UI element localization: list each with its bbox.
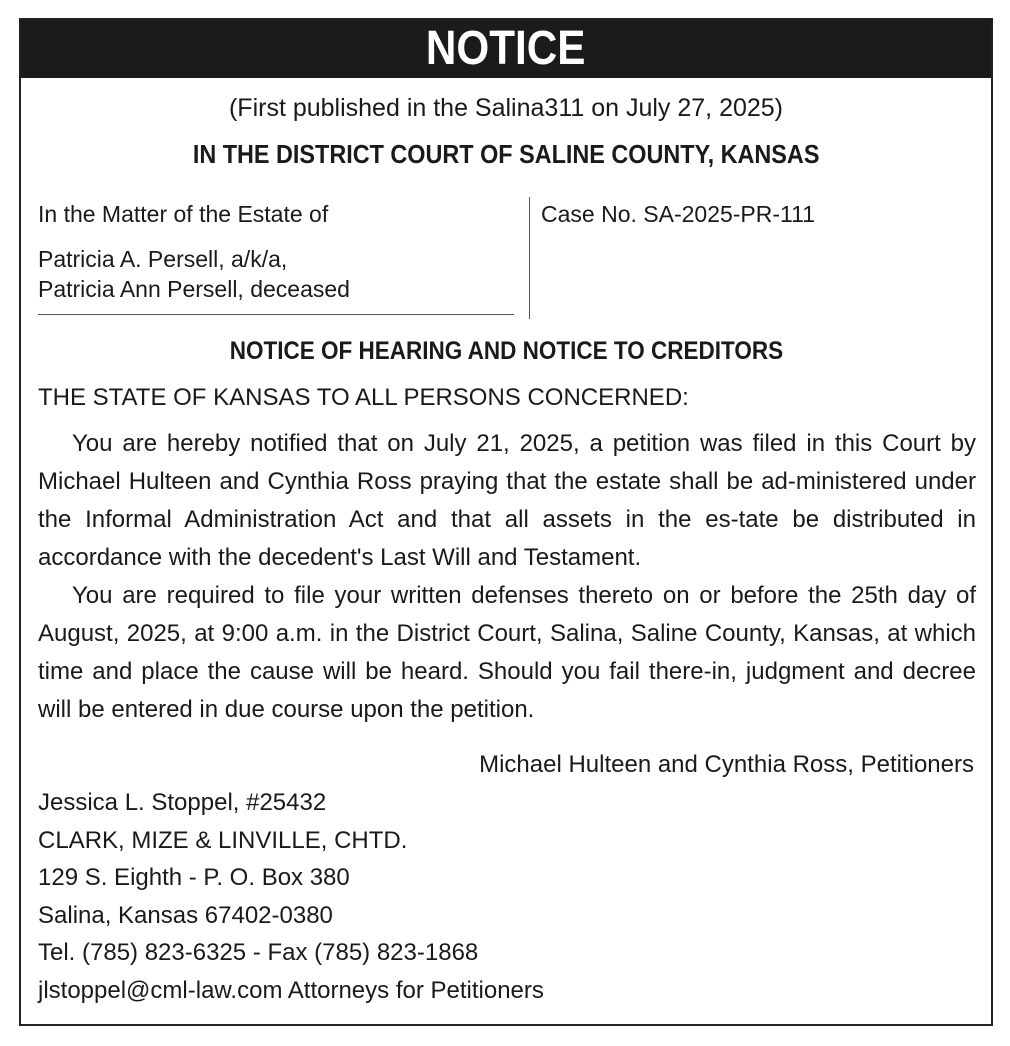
case-number: Case No. SA-2025-PR-111 [541, 201, 816, 227]
legal-notice [19, 18, 993, 1026]
attorney-name: Jessica L. Stoppel, #25432 [38, 789, 327, 816]
body-paragraph-1: You are hereby notified that on July 21, 2025, a petition was filed in this Court by Michael Hulteen and Cynthia Ross praying that the estate shall be ad-ministered under the Informal Administration Act and that all assets in the es-tate be distributed in accordance with the decedent's Last Will and Testament. [38, 430, 976, 571]
case-caption-left [38, 198, 514, 304]
publication-line: (First published in the Salina311 on July 27, 2025) [228, 94, 784, 122]
notice-banner [21, 20, 991, 78]
firm-city-address: Salina, Kansas 67402-0380 [38, 901, 333, 929]
attorney-email-line: jlstoppel@cml-law.com Attorneys for Petitioners [38, 976, 544, 1004]
matter-label: In the Matter of the Estate of [38, 201, 329, 227]
decedent-name-block [38, 244, 514, 304]
attorney-contact-block [38, 784, 544, 1009]
court-name-text: IN THE DISTRICT COURT OF SALINE COUNTY, KANSAS [192, 139, 820, 169]
notice-title: NOTICE [426, 22, 586, 75]
decedent-line-2: Patricia Ann Persell, deceased [38, 276, 350, 302]
salutation: THE STATE OF KANSAS TO ALL PERSONS CONCERNED: [38, 384, 689, 411]
court-name [21, 137, 991, 171]
petitioners-signature: Michael Hulteen and Cynthia Ross, Petitioners [479, 751, 974, 778]
notice-heading [21, 334, 991, 368]
caption-underline [38, 314, 514, 315]
firm-phone-fax: Tel. (785) 823-6325 - Fax (785) 823-1868 [38, 939, 479, 966]
caption-divider [529, 197, 530, 319]
body-paragraph-2: You are required to file your written defenses thereto on or before the 25th day of August, 2025, at 9:00 a.m. in the District Court, Salina, Saline County, Kansas, at which time and place the cause will be heard. Should you fail there-in, judgment and decree will be entered in due course upon the petition. [38, 582, 976, 723]
notice-heading-text: NOTICE OF HEARING AND NOTICE TO CREDITORS [229, 337, 783, 365]
notice-body [38, 425, 976, 729]
decedent-line-1: Patricia A. Persell, a/k/a, [38, 246, 288, 272]
law-firm: CLARK, MIZE & LINVILLE, CHTD. [38, 826, 408, 854]
firm-street-address: 129 S. Eighth - P. O. Box 380 [38, 864, 350, 891]
